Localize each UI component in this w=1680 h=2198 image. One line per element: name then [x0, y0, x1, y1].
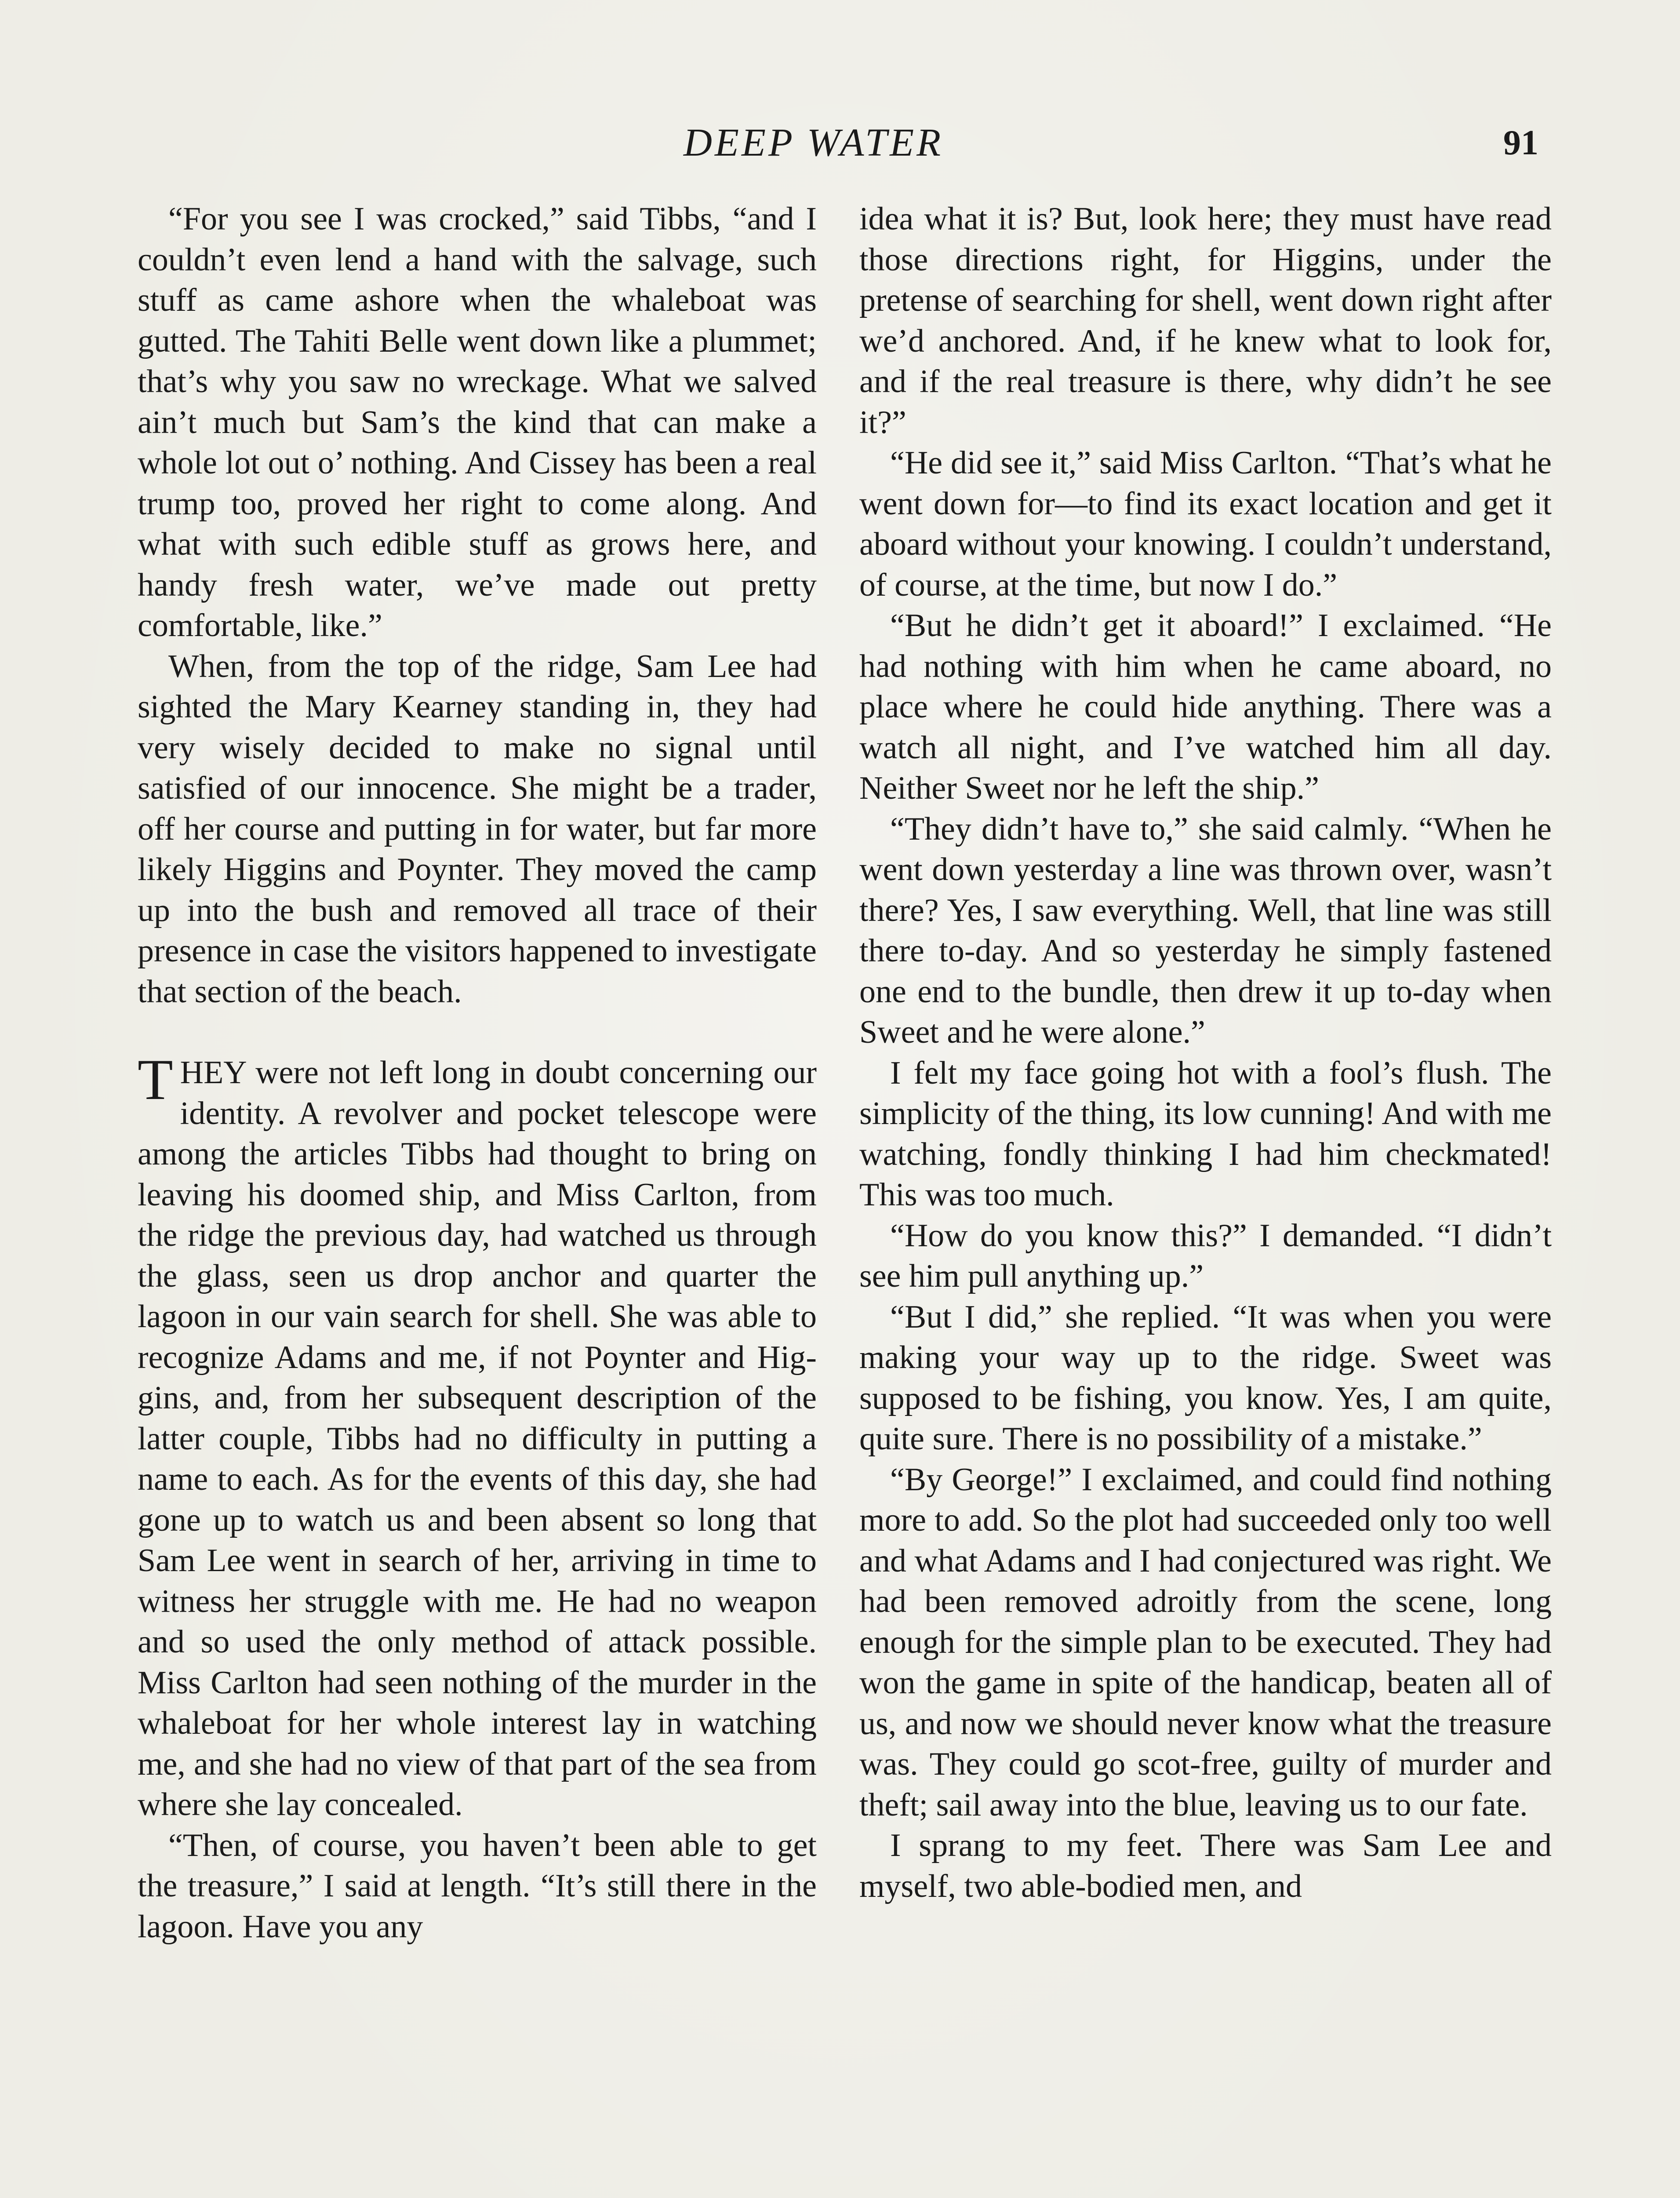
- drop-cap: T: [138, 1047, 173, 1112]
- paragraph: “But I did,” she replied. “It was when you were making your way up to the ridge. Sweet was supposed to be fishing, you know. Yes, I am quite, quite sure. There is no possibility of a mistake.”: [859, 1299, 1552, 1457]
- paragraph: “By George!” I exclaimed, and could find nothing more to add. So the plot had succeeded only too well and what Adams and I had conjectured was right. We had been removed adroitly from the scene, long enough for the simple plan to be executed. They had won the game in spite of the handicap, beaten all of us, and now we should never know what the treasure was. They could go scot-free, guilty of murder and theft; sail away into the blue, leaving us to our fate.: [859, 1461, 1552, 1823]
- section-break: [138, 1012, 817, 1052]
- paragraph: When, from the top of the ridge, Sam Lee had sighted the Mary Kearney standing in, they had very wisely decided to make no signal until satisfied of our innocence. She might be a trader, off her course and putting in for water, but far more likely Higgins and Poynter. They moved the camp up into the bush and removed all trace of their presence in case the visitors happened to investigate that section of the beach.: [138, 648, 817, 1010]
- page-number: 91: [1503, 124, 1538, 162]
- paragraph-with-drop-cap: [138, 1047, 817, 1825]
- running-header: [0, 119, 1680, 167]
- paragraph: “For you see I was crocked,” said Tibbs, “and I couldn’t even lend a hand with the salvage, such stuff as came ashore when the whaleboat was gutted. The Tahiti Belle went down like a plummet; that’s why you saw no wreckage. What we salved ain’t much but Sam’s the kind that can make a whole lot out o’ nothing. And Cissey has been a real trump too, proved her right to come along. And what with such edible stuff as grows here, and handy fresh water, we’ve made out pretty comfortable, like.”: [138, 201, 817, 644]
- paragraph: “How do you know this?” I demanded. “I didn’t see him pull anything up.”: [859, 1217, 1552, 1294]
- running-title: DEEP WATER: [684, 121, 944, 164]
- paragraph: “Then, of course, you haven’t been able to get the treasure,” I said at length. “It’s still there in the lagoon. Have you any: [138, 1827, 817, 1945]
- paragraph: “But he didn’t get it aboard!” I exclaimed. “He had nothing with him when he came aboard, no place where he could hide anything. There was a watch all night, and I’ve watched him all day. Neither Sweet nor he left the ship.”: [859, 608, 1552, 806]
- paragraph-text: HEY were not left long in doubt concerning our identity. A revolver and pocket telescope were among the articles Tibbs had thought to bring on leaving his doomed ship, and Miss Carlton, from the ridge the previous day, had watched us through the glass, seen us drop anchor and quarter the lagoon in our vain search for shell. She was able to recognize Adams and me, if not Poynter and Higgins, and, from her subsequent description of the latter couple, Tibbs had no difficulty in putting a name to each. As for the events of this day, she had gone up to watch us and been absent so long that Sam Lee went in search of her, arriving in time to witness her struggle with me. He had no weapon and so used the only method of attack possible. Miss Carlton had seen nothing of the murder in the whaleboat for her whole interest lay in watching me, and she had no view of that part of the sea from where she lay concealed.: [138, 1055, 817, 1823]
- paragraph: “They didn’t have to,” she said calmly. “When he went down yesterday a line was thrown over, wasn’t there? Yes, I saw everything. Well, that line was still there to-day. And so yesterday he simply fastened one end to the bundle, then drew it up to-day when Sweet and he were alone.”: [859, 811, 1552, 1050]
- paragraph: “He did see it,” said Miss Carlton. “That’s what he went down for—to find its exact location and get it aboard without your knowing. I couldn’t understand, of course, at the time, but now I do.”: [859, 445, 1552, 603]
- paragraph: I sprang to my feet. There was Sam Lee and myself, two able-bodied men, and: [859, 1827, 1552, 1904]
- right-column: [859, 199, 1552, 1907]
- paragraph: I felt my face going hot with a fool’s flush. The simplicity of the thing, its low cunning! And with me watching, fondly thinking I had him checkmated! This was too much.: [859, 1055, 1552, 1213]
- left-column: [138, 199, 817, 1947]
- paragraph-continued: idea what it is? But, look here; they must have read those directions right, for Higgins, under the pretense of searching for shell, went down right after we’d anchored. And, if he knew what to look for, and if the real treasure is there, why didn’t he see it?”: [859, 201, 1552, 440]
